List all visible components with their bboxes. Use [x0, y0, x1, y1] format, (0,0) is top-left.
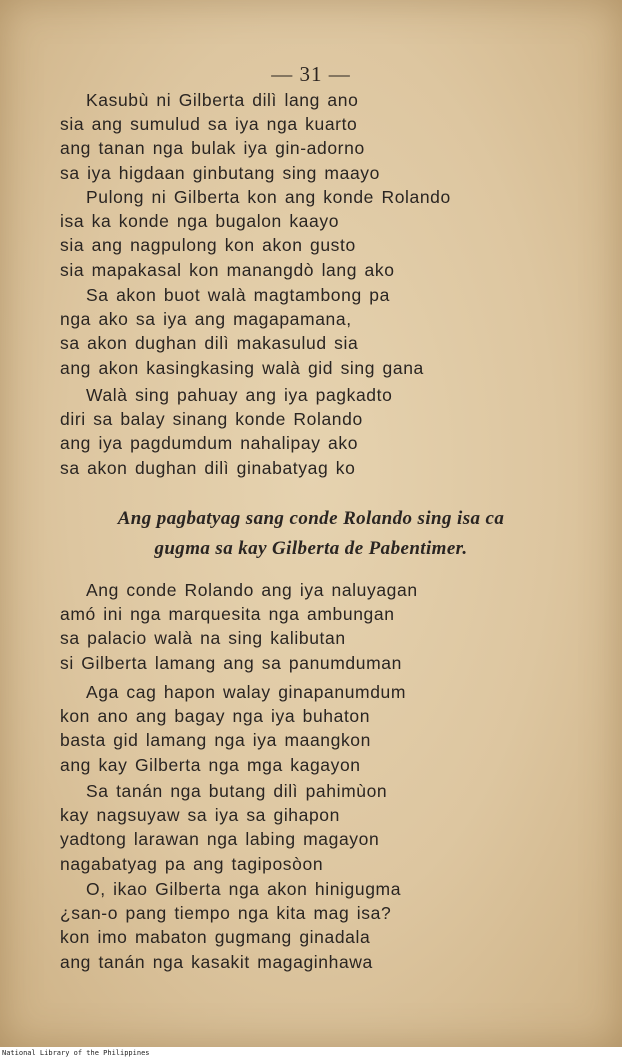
verse-line: basta gid lamang nga iya maangkon	[60, 730, 371, 751]
stanza	[60, 283, 580, 380]
verse-line: sia ang nagpulong kon akon gusto	[60, 235, 356, 256]
verse-line: sa iya higdaan ginbutang sing maayo	[60, 162, 380, 183]
stanza	[60, 185, 580, 282]
page-number: — 31 —	[271, 62, 351, 86]
section-heading-line-2: gugma sa kay Gilberta de Pabentimer.	[154, 538, 468, 559]
verse-line: ¿san-o pang tiempo nga kita mag isa?	[60, 903, 392, 924]
verse-line: Aga cag hapon walay ginapanumdum	[86, 682, 407, 702]
verse-line: sa akon dughan dilì ginabatyag ko	[60, 457, 356, 478]
verse-line: sa akon dughan dilì makasulud sia	[60, 333, 359, 354]
verse-line: ang tanán nga kasakit magaginhawa	[60, 951, 373, 972]
stanza	[60, 578, 580, 675]
verse-line: isa ka konde nga bugalon kaayo	[60, 211, 340, 232]
verse-line: ang iya pagdumdum nahalipay ako	[60, 433, 359, 454]
verse-line: amó ini nga marquesita nga ambungan	[60, 604, 395, 625]
stanza	[60, 877, 580, 974]
library-credit: National Library of the Philippines	[2, 1049, 150, 1057]
verse-line: si Gilberta lamang ang sa panumduman	[60, 652, 402, 673]
verse-line: kay nagsuyaw sa iya sa gihapon	[60, 805, 340, 826]
verse-line: kon ano ang bagay nga iya buhaton	[60, 706, 371, 727]
stanza	[60, 88, 580, 185]
verse-line: Sa akon buot walà magtambong pa	[86, 285, 390, 305]
verse-line: sa palacio walà na sing kalibutan	[60, 628, 346, 649]
verse-line: ang akon kasingkasing walà gid sing gana	[60, 357, 424, 378]
stanza	[60, 680, 580, 777]
verse-line: nga ako sa iya ang magapamana,	[60, 309, 352, 330]
verse-line: Ang conde Rolando ang iya naluyagan	[86, 580, 418, 600]
verse-line: ang tanan nga bulak iya gin-adorno	[60, 138, 365, 159]
verse-line: yadtong larawan nga labing magayon	[60, 829, 380, 850]
stanza	[60, 383, 580, 480]
verse-line: diri sa balay sinang konde Rolando	[60, 409, 363, 430]
section-heading-line-1: Ang pagbatyag sang conde Rolando sing isa ca	[117, 508, 505, 529]
verse-line: Pulong ni Gilberta kon ang konde Rolando	[86, 187, 451, 207]
verse-line: Kasubù ni Gilberta dilì lang ano	[86, 90, 359, 110]
verse-line: ang kay Gilberta nga mga kagayon	[60, 754, 361, 775]
verse-line: sia mapakasal kon manangdò lang ako	[60, 259, 395, 280]
verse-line: Walà sing pahuay ang iya pagkadto	[86, 385, 393, 405]
stanza	[60, 779, 580, 876]
verse-line: nagabatyag pa ang tagiposòon	[60, 853, 324, 874]
verse-line: Sa tanán nga butang dilì pahimùon	[86, 781, 388, 801]
verse-line: sia ang sumulud sa iya nga kuarto	[60, 114, 358, 135]
verse-line: kon imo mabaton gugmang ginadala	[60, 927, 371, 948]
verse-line: O, ikao Gilberta nga akon hinigugma	[86, 879, 402, 899]
